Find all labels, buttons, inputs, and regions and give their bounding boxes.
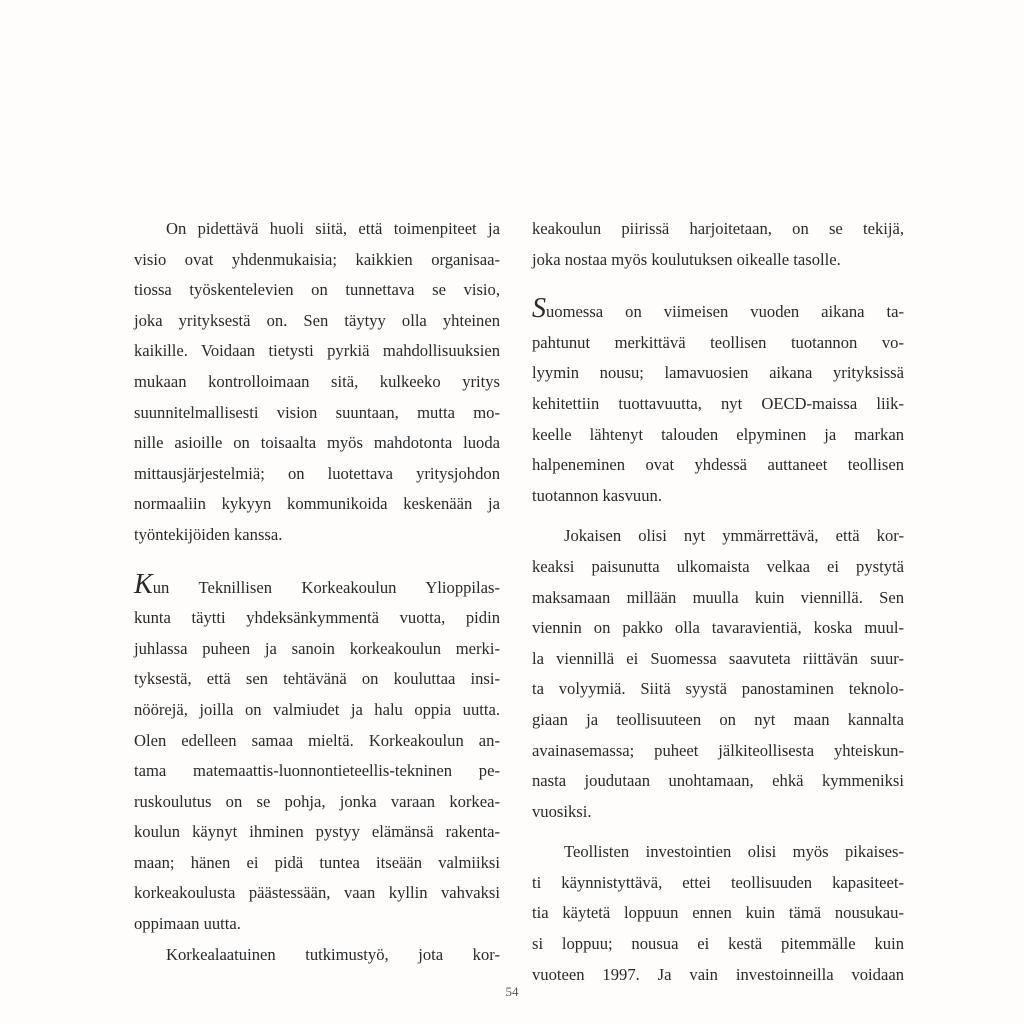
- text-line: joka nostaa myös koulutuksen oikealle tasolle.: [532, 249, 841, 269]
- text-line-rest: uomessa on viimeisen vuoden aikana ta-: [546, 302, 904, 322]
- text-line: halpeneminen ovat yhdessä auttaneet teollisen: [532, 455, 904, 475]
- drop-cap: S: [532, 293, 546, 325]
- text-line: joka yrityksestä on. Sen täytyy olla yhteinen: [134, 310, 500, 330]
- text-line: koulun käynyt ihminen pystyy elämänsä rakenta-: [134, 822, 500, 842]
- text-line: avainasemassa; puheet jälkiteollisesta yhteiskun-: [532, 740, 904, 760]
- paragraph: [532, 837, 904, 990]
- text-line: oppimaan uutta.: [134, 914, 241, 934]
- text-line: ti käynnistyttävä, ettei teollisuuden kapasiteet-: [532, 872, 904, 892]
- text-line: On pidettävä huoli siitä, että toimenpiteet ja: [166, 219, 500, 238]
- paragraph-gap: [532, 827, 904, 837]
- text-line: korkeakoulusta päästessään, vaan kyllin vahvaksi: [134, 883, 500, 903]
- text-line: tyksestä, että sen tehtävänä on kouluttaa insi-: [134, 669, 500, 689]
- text-line: kunta täytti yhdeksänkymmentä vuotta, pidin: [134, 608, 500, 628]
- text-line: lyymin nousu; lamavuosien aikana yrityksissä: [532, 363, 904, 383]
- left-column: [134, 214, 500, 970]
- text-line: suunnitelmallisesti vision suuntaan, mutta mo-: [134, 402, 500, 422]
- paragraph: [134, 568, 500, 940]
- text-line: juhlassa puheen ja sanoin korkeakoulun merki-: [134, 638, 500, 658]
- text-line: keaksi paisunutta ulkomaista velkaa ei pystytä: [532, 556, 904, 576]
- text-line: tia käytetä loppuun ennen kuin tämä nousukau-: [532, 903, 904, 923]
- text-line: [532, 293, 904, 328]
- paragraph: [532, 214, 904, 275]
- paragraph: [532, 293, 904, 511]
- text-line: nille asioille on toisaalta myös mahdotonta luoda: [134, 433, 500, 453]
- text-line: normaaliin kykyyn kommunikoida keskenään ja: [134, 494, 500, 514]
- drop-cap: K: [134, 568, 153, 600]
- text-line: kaikille. Voidaan tietysti pyrkiä mahdollisuuksien: [134, 341, 500, 361]
- text-line: mittausjärjestelmiä; on luotettava yritysjohdon: [134, 463, 500, 483]
- paragraph: [134, 940, 500, 971]
- text-line: keelle lähtenyt talouden elpyminen ja markan: [532, 424, 904, 444]
- page-number: 54: [505, 984, 519, 999]
- text-line: Teollisten investointien olisi myös pikaises-: [564, 842, 904, 862]
- text-line: keakoulun piirissä harjoitetaan, on se tekijä,: [532, 219, 904, 238]
- text-line: mukaan kontrolloimaan sitä, kulkeeko yritys: [134, 371, 500, 391]
- text-line: vuosiksi.: [532, 801, 592, 821]
- text-line: Korkealaatuinen tutkimustyö, jota kor-: [166, 944, 500, 964]
- text-line: [134, 568, 500, 604]
- text-line: maan; hänen ei pidä tuntea itseään valmiiksi: [134, 852, 500, 872]
- text-line: Olen edelleen samaa mieltä. Korkeakoulun an-: [134, 730, 500, 750]
- text-line: tuotannon kasvuun.: [532, 485, 662, 505]
- paragraph: [134, 214, 500, 551]
- text-line: tiossa työskentelevien on tunnettava se visio,: [134, 280, 500, 300]
- text-line: visio ovat yhdenmukaisia; kaikkien organisaa-: [134, 249, 500, 269]
- paragraph-gap: [532, 511, 904, 521]
- text-line-rest: un Teknillisen Korkeakoulun Ylioppilas-: [152, 577, 500, 597]
- text-line: Jokaisen olisi nyt ymmärrettävä, että kor-: [564, 526, 904, 546]
- paragraph-gap: [134, 551, 500, 573]
- paragraph-gap: [532, 275, 904, 297]
- text-line: pahtunut merkittävä teollisen tuotannon vo-: [532, 332, 904, 352]
- text-line: ta volyymiä. Siitä syystä panostaminen teknolo-: [532, 679, 904, 699]
- text-line: nöörejä, joilla on valmiudet ja halu oppia uutta.: [134, 699, 500, 719]
- text-line: työntekijöiden kanssa.: [134, 524, 283, 544]
- right-column: [532, 214, 904, 990]
- text-line: giaan ja teollisuuteen on nyt maan kannalta: [532, 709, 904, 729]
- text-line: nasta joudutaan unohtamaan, ehkä kymmeniksi: [532, 771, 904, 791]
- text-line: vuoteen 1997. Ja vain investoinneilla voidaan: [532, 964, 904, 984]
- text-line: viennin on pakko olla tavaravientiä, koska muul-: [532, 618, 904, 638]
- text-line: tama matemaattis-luonnontieteellis-tekninen pe-: [134, 761, 500, 781]
- text-line: la viennillä ei Suomessa saavuteta riittävän suur-: [532, 648, 904, 668]
- text-line: kehitettiin tuottavuutta, nyt OECD-maissa liik-: [532, 393, 904, 413]
- text-line: maksamaan millään muulla kuin viennillä. Sen: [532, 587, 904, 607]
- text-line: ruskoulutus on se pohja, jonka varaan korkea-: [134, 791, 500, 811]
- text-line: si loppuu; nousua ei kestä pitemmälle kuin: [532, 934, 904, 954]
- paragraph: [532, 521, 904, 827]
